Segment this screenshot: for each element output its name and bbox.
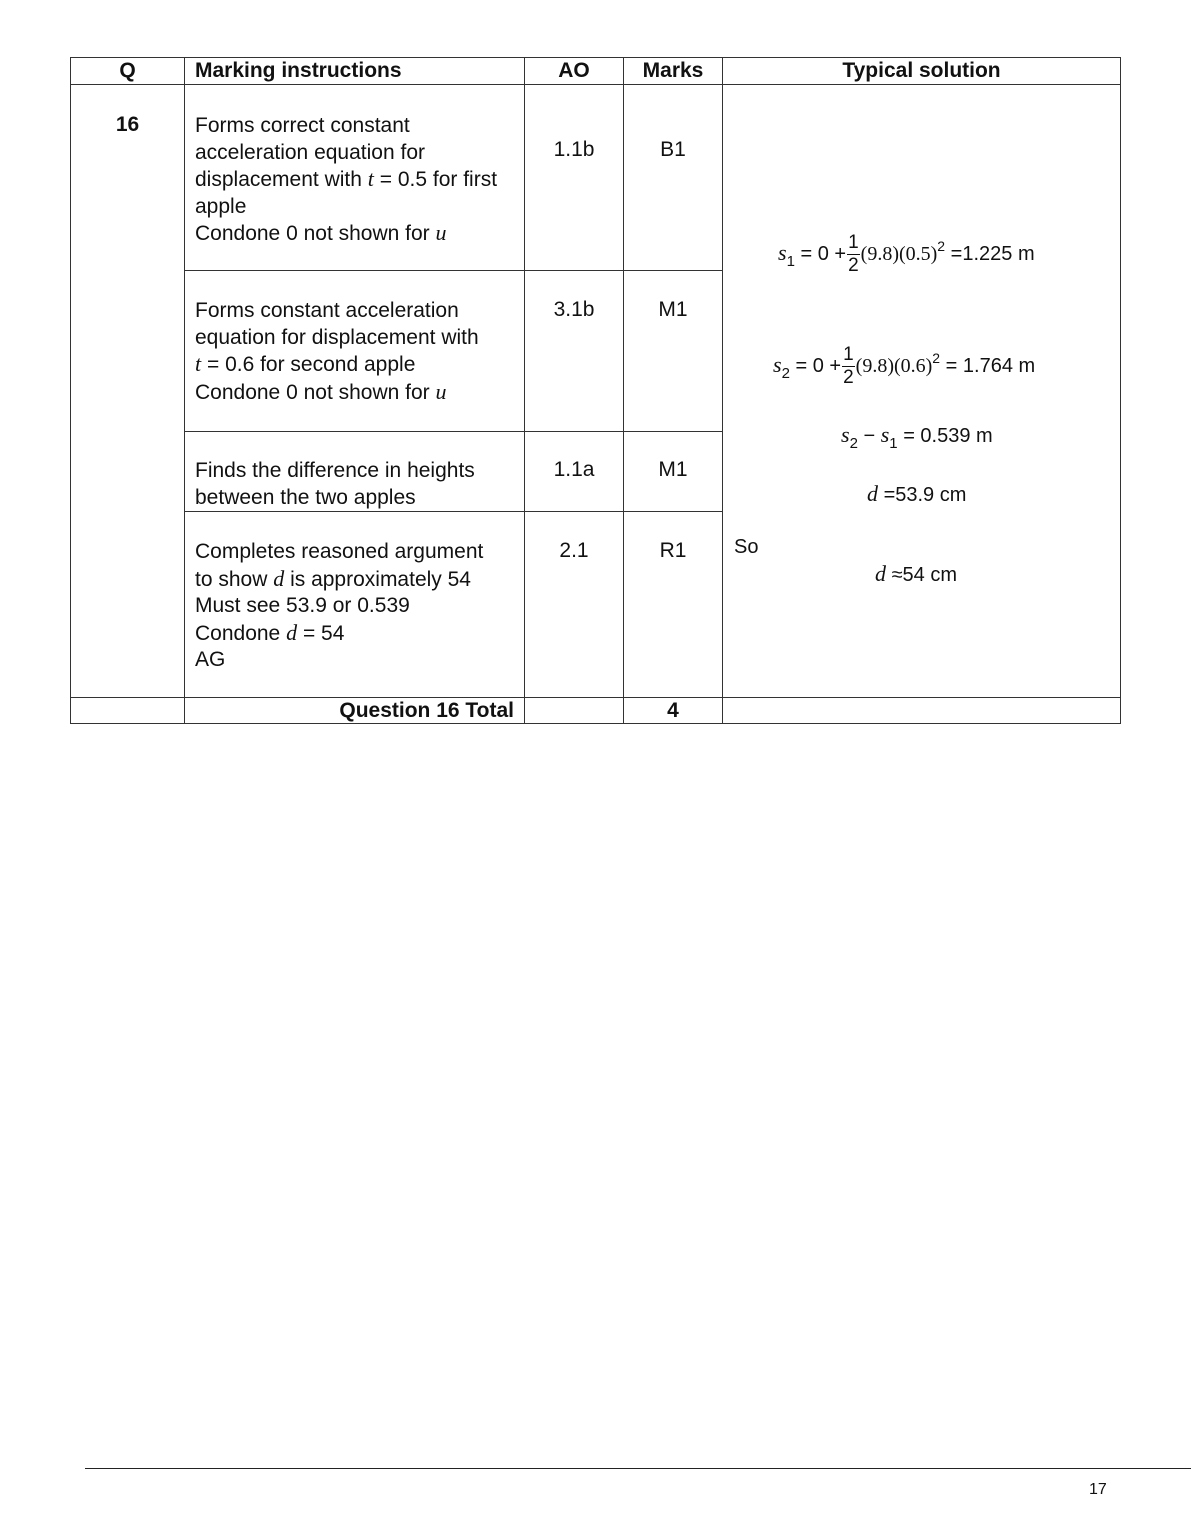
total-row: [71, 698, 1121, 724]
instruction-cell: [185, 512, 525, 698]
denominator: 2: [848, 255, 859, 276]
instruction-line: equation for displacement with: [195, 325, 479, 349]
instruction-cell: [185, 271, 525, 432]
eq-text: −: [863, 425, 876, 447]
total-q-cell: [71, 698, 185, 724]
eq-result: 53.9 cm: [895, 484, 967, 506]
total-marks: 4: [624, 698, 723, 724]
instruction-line: Forms correct constant: [195, 114, 410, 137]
instruction-line: [195, 620, 516, 648]
subscript: 2: [849, 435, 858, 452]
instruction-line: Must see 53.9 or 0.539: [195, 594, 410, 617]
var-u: u: [435, 220, 447, 245]
var-d: d: [867, 481, 878, 506]
instruction-line: Completes reasoned argument: [195, 540, 484, 563]
instruction-line: [195, 566, 516, 594]
question-number: 16: [71, 85, 185, 698]
eq-text: = 0 +: [795, 354, 842, 377]
eq-text: ≈: [891, 564, 903, 586]
eq-result: = 1.764 m: [945, 354, 1036, 377]
eq-result: 54 cm: [902, 564, 958, 586]
var-u: u: [435, 378, 447, 404]
header-ao: AO: [525, 58, 624, 85]
marks-cell: R1: [624, 512, 723, 698]
solution-eq-s2: [773, 344, 1035, 389]
footer-rule: [85, 1468, 1191, 1469]
instruction-text: = 0.5 for first: [379, 168, 498, 191]
eq-text: = 0 +: [800, 242, 847, 265]
var-s: s: [880, 422, 890, 447]
instruction-text: Condone 0 not shown for: [195, 222, 430, 245]
instruction-line: [195, 166, 516, 194]
marks-cell: M1: [624, 271, 723, 432]
instruction-text: displacement with: [195, 168, 362, 191]
instruction-line: apple: [195, 194, 247, 218]
instruction-line: acceleration equation for: [195, 140, 425, 164]
subscript: 1: [889, 435, 898, 452]
solution-eq-d-approx: [875, 561, 957, 587]
var-s: s: [778, 239, 787, 265]
eq-text: =: [883, 484, 896, 506]
eq-text: = 0.539: [903, 425, 971, 447]
instruction-text: Condone: [195, 621, 281, 645]
ao-cell: 3.1b: [525, 271, 624, 432]
solution-eq-s1: [778, 232, 1035, 277]
var-s: s: [841, 422, 850, 447]
header-q: Q: [71, 58, 185, 85]
instruction-line: Forms constant acceleration: [195, 299, 459, 322]
eq-result: =1.225 m: [950, 242, 1035, 265]
var-d: d: [273, 565, 285, 591]
ao-cell: 2.1: [525, 512, 624, 698]
var-d: d: [875, 561, 886, 586]
marks-cell: B1: [624, 85, 723, 271]
denominator: 2: [843, 367, 854, 388]
superscript: 2: [932, 349, 941, 366]
eq-unit: m: [976, 425, 993, 447]
marks-cell: M1: [624, 432, 723, 512]
var-t: t: [195, 351, 202, 376]
ao-cell: 1.1b: [525, 85, 624, 271]
header-row: [71, 58, 1121, 85]
instruction-text: to show: [195, 567, 268, 591]
table-row: [71, 85, 1121, 271]
fraction: [847, 232, 860, 277]
fraction: [842, 344, 855, 389]
var-d: d: [286, 619, 298, 645]
total-ao-cell: [525, 698, 624, 724]
header-marking-instructions: Marking instructions: [185, 58, 525, 85]
instruction-line: between the two apples: [195, 485, 416, 509]
instruction-text: = 54: [302, 621, 345, 645]
subscript: 2: [781, 364, 790, 382]
instruction-text: Condone 0 not shown for: [195, 380, 430, 404]
mark-scheme-table: [70, 57, 1121, 724]
total-label: Question 16 Total: [185, 698, 525, 724]
typical-solution-cell: [723, 85, 1121, 698]
solution-eq-diff: [841, 422, 993, 452]
instruction-text: = 0.6 for second apple: [206, 353, 416, 376]
instruction-line: [195, 379, 516, 407]
header-marks: Marks: [624, 58, 723, 85]
solution-eq-d: [867, 481, 966, 507]
eq-text: (9.8)(0.5): [860, 242, 938, 265]
instruction-text: is approximately 54: [290, 567, 471, 591]
total-solution-cell: [723, 698, 1121, 724]
var-t: t: [367, 166, 374, 191]
instruction-cell: [185, 432, 525, 512]
eq-text: (9.8)(0.6): [855, 354, 933, 377]
header-typical-solution: Typical solution: [723, 58, 1121, 85]
instruction-line: AG: [195, 648, 226, 671]
numerator: 1: [843, 344, 854, 365]
instruction-line: Finds the difference in heights: [195, 459, 475, 482]
instruction-line: [195, 351, 516, 379]
subscript: 1: [786, 252, 795, 270]
superscript: 2: [937, 237, 946, 254]
solution-so: So: [734, 536, 759, 558]
instruction-cell: [185, 85, 525, 271]
var-s: s: [773, 351, 782, 377]
ao-cell: 1.1a: [525, 432, 624, 512]
instruction-line: [195, 220, 516, 248]
page-number: 17: [1089, 1481, 1107, 1498]
numerator: 1: [848, 232, 859, 253]
